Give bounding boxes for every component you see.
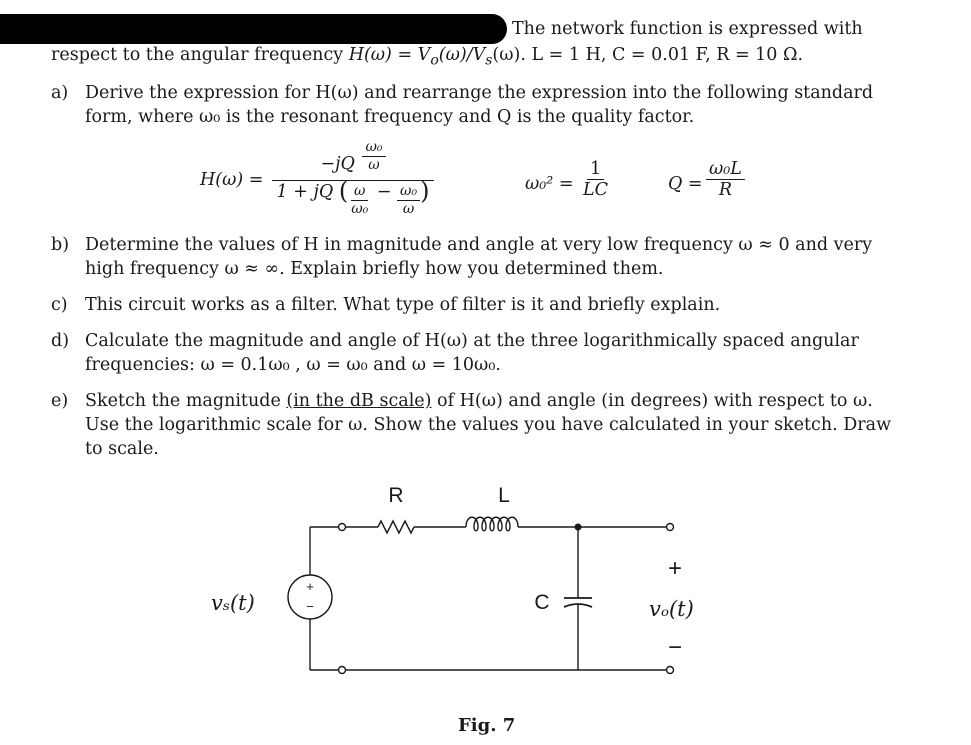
eq-h-fraction: [272, 140, 434, 217]
eq-h-den-prefix: 1 + jQ: [276, 182, 334, 202]
vo-plus: +: [667, 555, 683, 582]
item-e-line1-b: of H(ω) and angle (in degrees) with respect to ω.: [431, 391, 873, 411]
eq-h-num-frac-num: ω₀: [362, 140, 385, 157]
eq-w0-fraction: [580, 160, 611, 200]
eq-h-num-text: −jQ: [320, 153, 355, 174]
eq-q-num: ω₀L: [706, 160, 745, 180]
item-b-label: b): [51, 235, 70, 255]
item-b-line2: high frequency ω ≈ ∞. Explain briefly how you determined them.: [85, 259, 664, 279]
node-terminal-out-bottom: [667, 667, 674, 674]
eq-h-den-frac2: [397, 184, 420, 216]
eq-q-lhs: Q =: [668, 174, 703, 194]
eq-h-den-f1-den: ω₀: [351, 201, 369, 217]
item-e-line2: Use the logarithmic scale for ω. Show the values you have calculated in your sketch. Draw: [85, 415, 892, 435]
intro-tail: (ω). L = 1 H, C = 0.01 F, R = 10 Ω.: [492, 45, 804, 65]
item-a-label: a): [51, 83, 69, 103]
item-a-line1: Derive the expression for H(ω) and rearrange the expression into the following standard: [85, 83, 874, 103]
junction-dot: [575, 524, 582, 531]
intro-line2: [51, 45, 803, 69]
item-c-label: c): [51, 295, 68, 315]
eq-w0-num: 1: [587, 160, 604, 180]
eq-h-numerator: [272, 140, 434, 180]
figure-caption: Fig. 7: [458, 715, 516, 736]
source-plus: +: [306, 579, 314, 594]
vo-minus: −: [667, 634, 683, 661]
inductor-label: L: [498, 484, 510, 507]
item-d-label: d): [51, 331, 70, 351]
item-d-line2: frequencies: ω = 0.1ω₀ , ω = ω₀ and ω = 10ω₀.: [85, 355, 501, 375]
resistor-label: R: [388, 484, 404, 507]
item-e-line3: to scale.: [85, 439, 159, 459]
intro-sub-s: s: [485, 52, 493, 69]
vs-label: vₛ(t): [211, 591, 255, 615]
intro-sub-o: o: [430, 52, 439, 69]
item-e-label: e): [51, 391, 69, 411]
eq-h-den-frac1: [348, 184, 371, 216]
item-c-line1: This circuit works as a filter. What type of filter is it and briefly explain.: [85, 295, 721, 315]
eq-h-lhs: H(ω) =: [200, 170, 264, 190]
item-d-line1: Calculate the magnitude and angle of H(ω) at the three logarithmically spaced angular: [85, 331, 859, 351]
item-b-line1: Determine the values of H in magnitude and angle at very low frequency ω ≈ 0 and very: [85, 235, 873, 255]
vo-label: vₒ(t): [649, 597, 694, 621]
node-terminal-out-top: [667, 524, 674, 531]
eq-w0-frac: [580, 160, 611, 200]
eq-h-den-f2-den: ω: [402, 201, 415, 217]
inductor-symbol: [466, 517, 518, 531]
eq-w0-lhs: ω₀² =: [525, 174, 574, 194]
eq-h-denominator: 1 + jQ ( $\frac{\omega}{\text{ω₀}}$ − $\frac{\text{ω₀}}{\omega}$ ): [276, 177, 430, 217]
eq-h-den-f2-num: ω₀: [397, 184, 420, 201]
intro-prefix: respect to the angular frequency: [51, 45, 349, 65]
eq-h-den-f1-num: ω: [351, 184, 368, 201]
eq-h-num-frac: [362, 140, 385, 172]
eq-q-fraction: [706, 160, 745, 200]
eq-q-den: R: [718, 180, 733, 201]
item-e-line1: [85, 391, 873, 411]
eq-q-frac: [706, 160, 745, 200]
intro-func: H(ω) = V: [348, 45, 431, 65]
node-terminal-1: [339, 524, 346, 531]
item-e-line1-underlined: (in the dB scale): [286, 391, 432, 411]
eq-w0-den: LC: [583, 180, 609, 201]
item-a-line2: form, where ω₀ is the resonant frequency and Q is the quality factor.: [85, 107, 695, 127]
node-terminal-2: [339, 667, 346, 674]
item-e-line1-a: Sketch the magnitude: [85, 391, 287, 411]
intro-mid: (ω)/V: [438, 45, 486, 65]
intro-line1: The network function is expressed with: [512, 19, 863, 39]
eq-h-den-minus: −: [376, 182, 392, 202]
redaction-bar: [0, 14, 507, 44]
source-minus: −: [306, 599, 314, 614]
resistor-symbol: [378, 521, 414, 533]
capacitor-label: C: [534, 591, 550, 614]
circuit-diagram: [190, 470, 750, 710]
eq-h-num-frac-den: ω: [368, 156, 380, 173]
